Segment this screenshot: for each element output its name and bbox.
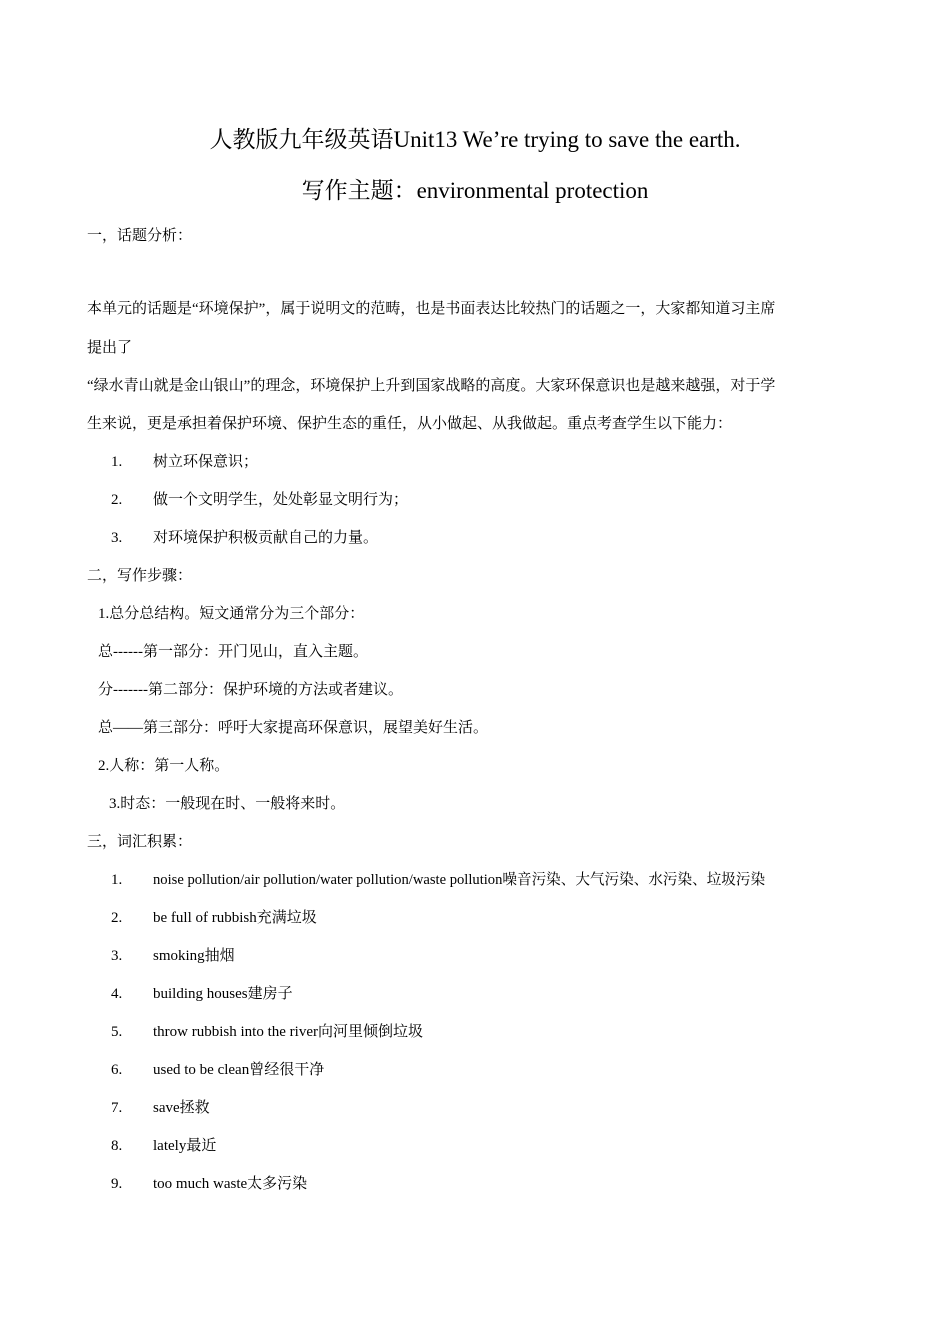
- document-title: 人教版九年级英语Unit13 We’re trying to save the earth.: [209, 127, 741, 152]
- document-subtitle: 写作主题：environmental protection: [301, 178, 649, 203]
- list-item: too much waste太多污染: [153, 1176, 308, 1192]
- section1-paragraph-line: 生来说，更是承担着保护环境、保护生态的重任，从小做起、从我做起。重点考查学生以下能力：: [87, 416, 733, 432]
- list-item: lately最近: [153, 1138, 217, 1154]
- list-number: 6.: [111, 1062, 123, 1078]
- list-number: 8.: [111, 1138, 123, 1154]
- list-number: 2.: [111, 492, 123, 508]
- list-item: throw rubbish into the river向河里倾倒垃圾: [153, 1024, 423, 1040]
- list-number: 2.: [111, 910, 123, 926]
- list-item: 对环境保护积极贡献自己的力量。: [153, 530, 379, 546]
- list-item: save拯救: [153, 1100, 210, 1116]
- section2-heading: 二，写作步骤：: [87, 568, 193, 584]
- section2-line: 1.总分总结构。短文通常分为三个部分：: [98, 606, 365, 622]
- list-item: building houses建房子: [153, 986, 293, 1002]
- list-item: smoking抽烟: [153, 948, 235, 964]
- list-number: 1.: [111, 454, 123, 470]
- section2-line: 总------第一部分：开门见山，直入主题。: [98, 644, 368, 660]
- list-item: noise pollution/air pollution/water pollution/waste pollution噪音污染、大气污染、水污染、垃圾污染: [153, 872, 766, 888]
- list-number: 7.: [111, 1100, 123, 1116]
- section1-paragraph-line: 本单元的话题是“环境保护”，属于说明文的范畴，也是书面表达比较热门的话题之一，大家都知道习主席: [87, 301, 776, 317]
- list-number: 3.: [111, 948, 123, 964]
- list-item: be full of rubbish充满垃圾: [153, 910, 317, 926]
- section1-heading: 一，话题分析：: [87, 228, 193, 244]
- section1-paragraph-line: “绿水青山就是金山银山”的理念，环境保护上升到国家战略的高度。大家环保意识也是越来越强，对于学: [87, 378, 776, 394]
- section2-line: 3.时态：一般现在时、一般将来时。: [109, 796, 346, 812]
- list-number: 5.: [111, 1024, 123, 1040]
- list-number: 3.: [111, 530, 123, 546]
- list-number: 4.: [111, 986, 123, 1002]
- section1-paragraph-line: 提出了: [87, 340, 133, 356]
- list-item: used to be clean曾经很干净: [153, 1062, 325, 1078]
- section2-line: 分-------第二部分：保护环境的方法或者建议。: [98, 682, 403, 698]
- list-number: 1.: [111, 872, 123, 888]
- section2-line: 2.人称：第一人称。: [98, 758, 230, 774]
- section2-line: 总——第三部分：呼吁大家提高环保意识，展望美好生活。: [98, 720, 489, 736]
- list-item: 做一个文明学生，处处彰显文明行为；: [153, 492, 409, 508]
- list-item: 树立环保意识；: [153, 454, 259, 470]
- list-number: 9.: [111, 1176, 123, 1192]
- section3-heading: 三，词汇积累：: [87, 834, 193, 850]
